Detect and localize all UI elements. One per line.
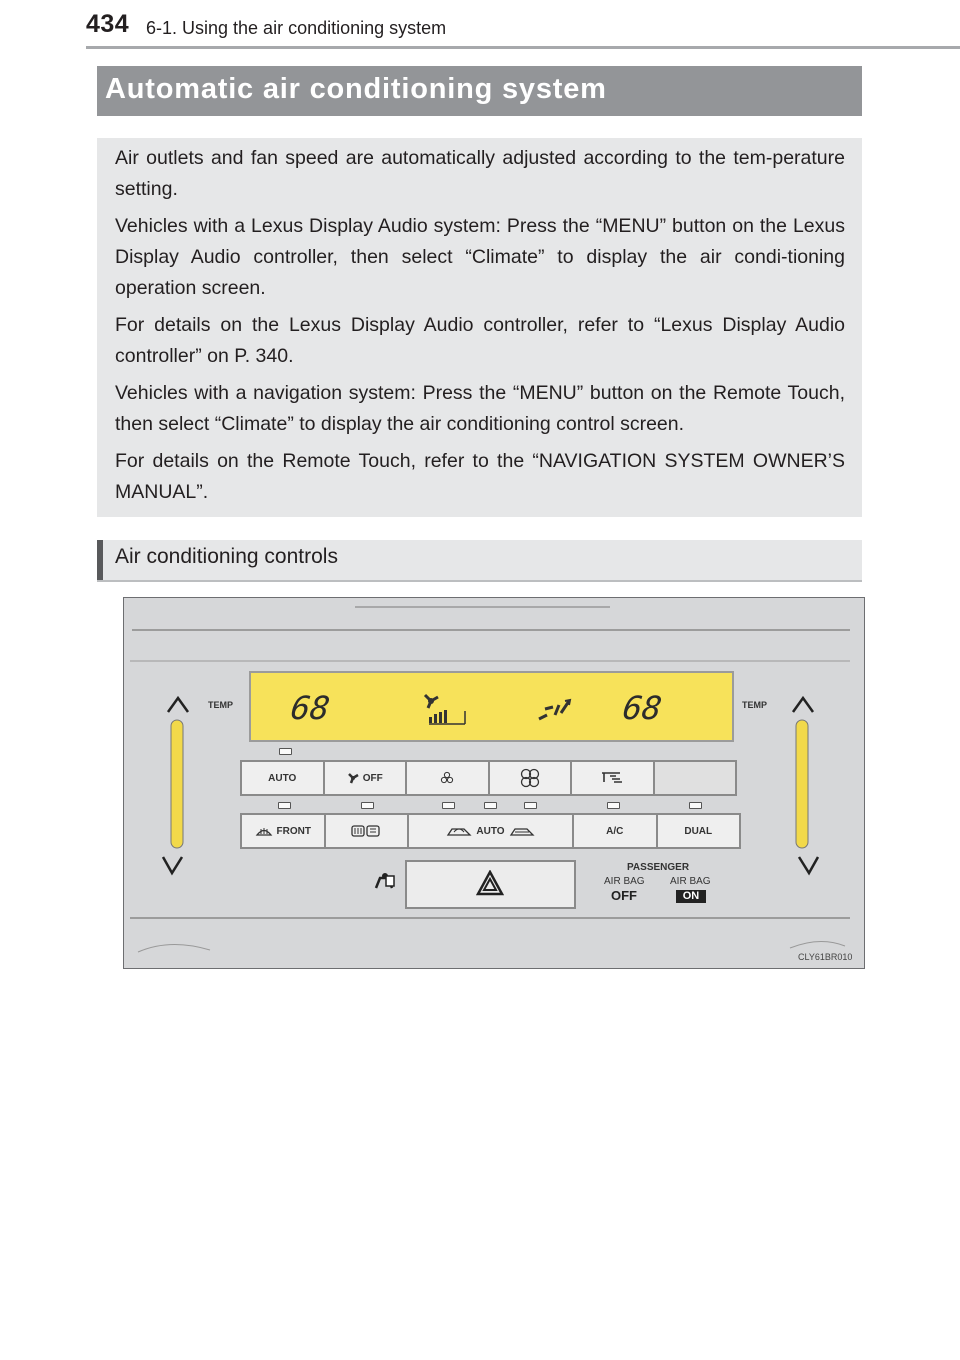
- airflow-mode-button[interactable]: [572, 762, 655, 794]
- temp-label-right: TEMP: [742, 700, 768, 710]
- button-row-top: [240, 760, 737, 796]
- airbag-off-indicator: OFF: [611, 888, 637, 903]
- driver-temp-readout: 68: [288, 689, 333, 727]
- recirculation-auto-button[interactable]: [409, 815, 574, 847]
- temp-left-dial[interactable]: [163, 698, 188, 873]
- rear-defogger-icon: [351, 824, 381, 838]
- temp-right-slider[interactable]: [796, 720, 808, 848]
- hazard-button[interactable]: [405, 860, 576, 909]
- temp-left-slider[interactable]: [171, 720, 183, 848]
- fan-up-button[interactable]: [490, 762, 573, 794]
- auto-label: AUTO: [268, 772, 297, 784]
- temp-label-left: TEMP: [208, 700, 234, 710]
- figure-code: CLY61BR010: [798, 952, 853, 962]
- indicator-light: [689, 802, 702, 809]
- intro-paragraph: Vehicles with a Lexus Display Audio system: Press the “MENU” button on the Lexus Display Audio controller, then select “Climate” to display the air condi-tioning operation screen.: [115, 215, 845, 299]
- page-number: 434: [86, 10, 130, 38]
- temp-right-dial[interactable]: [793, 698, 818, 873]
- fan-speed-icon: [421, 693, 471, 725]
- temp-up-arrow-icon[interactable]: [793, 698, 813, 712]
- page-title: Automatic air conditioning system: [105, 73, 607, 105]
- fan-down-button[interactable]: [407, 762, 490, 794]
- airflow-mode-icon: [535, 695, 575, 725]
- panel-trim-curve: [790, 941, 845, 948]
- running-title: 6-1. Using the air conditioning system: [146, 18, 447, 38]
- intro-paragraph: For details on the Lexus Display Audio controller, refer to “Lexus Display Audio controller” on P. 340.: [115, 314, 845, 367]
- front-defroster-button[interactable]: [242, 815, 326, 847]
- blank-button: [655, 762, 736, 794]
- rear-defogger-button[interactable]: [326, 815, 410, 847]
- indicator-light: [361, 802, 374, 809]
- fan-off-label: OFF: [362, 772, 383, 784]
- intro-paragraph: Air outlets and fan speed are automatically adjusted according to the tem-perature setting.: [115, 147, 845, 200]
- hazard-triangle-icon: [476, 870, 504, 896]
- climate-display: [249, 671, 734, 742]
- airflow-person-icon: [600, 770, 624, 786]
- intro-paragraph: Vehicles with a navigation system: Press the “MENU” button on the Remote Touch, then select “Climate” to display the air conditioning control screen.: [115, 382, 845, 435]
- front-defroster-icon: [255, 825, 273, 837]
- button-row-bottom: [240, 813, 741, 849]
- dual-label: DUAL: [684, 825, 713, 837]
- recirculation-icon: [446, 825, 472, 837]
- fan-small-icon: [440, 771, 454, 785]
- indicator-light: [278, 802, 291, 809]
- auto-button[interactable]: [242, 762, 325, 794]
- temp-down-arrow-icon[interactable]: [163, 857, 182, 873]
- fan-off-button[interactable]: [325, 762, 408, 794]
- recirculation-auto-label: AUTO: [476, 825, 505, 837]
- indicator-light: [484, 802, 497, 809]
- passenger-temp-readout: 68: [620, 689, 665, 727]
- indicator-light: [607, 802, 620, 809]
- indicator-light: [442, 802, 455, 809]
- ac-label: A/C: [606, 825, 624, 837]
- fan-large-icon: [519, 767, 541, 789]
- airbag-on-indicator: ON: [676, 890, 706, 903]
- airbag-passenger-label: PASSENGER: [627, 862, 690, 873]
- fan-icon: [347, 772, 359, 784]
- airbag-off-heading: AIR BAG: [604, 876, 645, 887]
- airbag-on-heading: AIR BAG: [670, 876, 711, 887]
- dual-button[interactable]: [658, 815, 740, 847]
- outside-air-icon: [509, 825, 535, 837]
- ac-button[interactable]: [574, 815, 658, 847]
- intro-paragraph: For details on the Remote Touch, refer to the “NAVIGATION SYSTEM OWNER’S MANUAL”.: [115, 450, 845, 503]
- indicator-light: [279, 748, 292, 755]
- section-heading: Air conditioning controls: [115, 545, 338, 568]
- temp-down-arrow-icon[interactable]: [799, 857, 818, 873]
- front-label: FRONT: [276, 825, 311, 837]
- panel-trim-curve: [138, 944, 210, 952]
- temp-up-arrow-icon[interactable]: [168, 698, 188, 712]
- indicator-light: [524, 802, 537, 809]
